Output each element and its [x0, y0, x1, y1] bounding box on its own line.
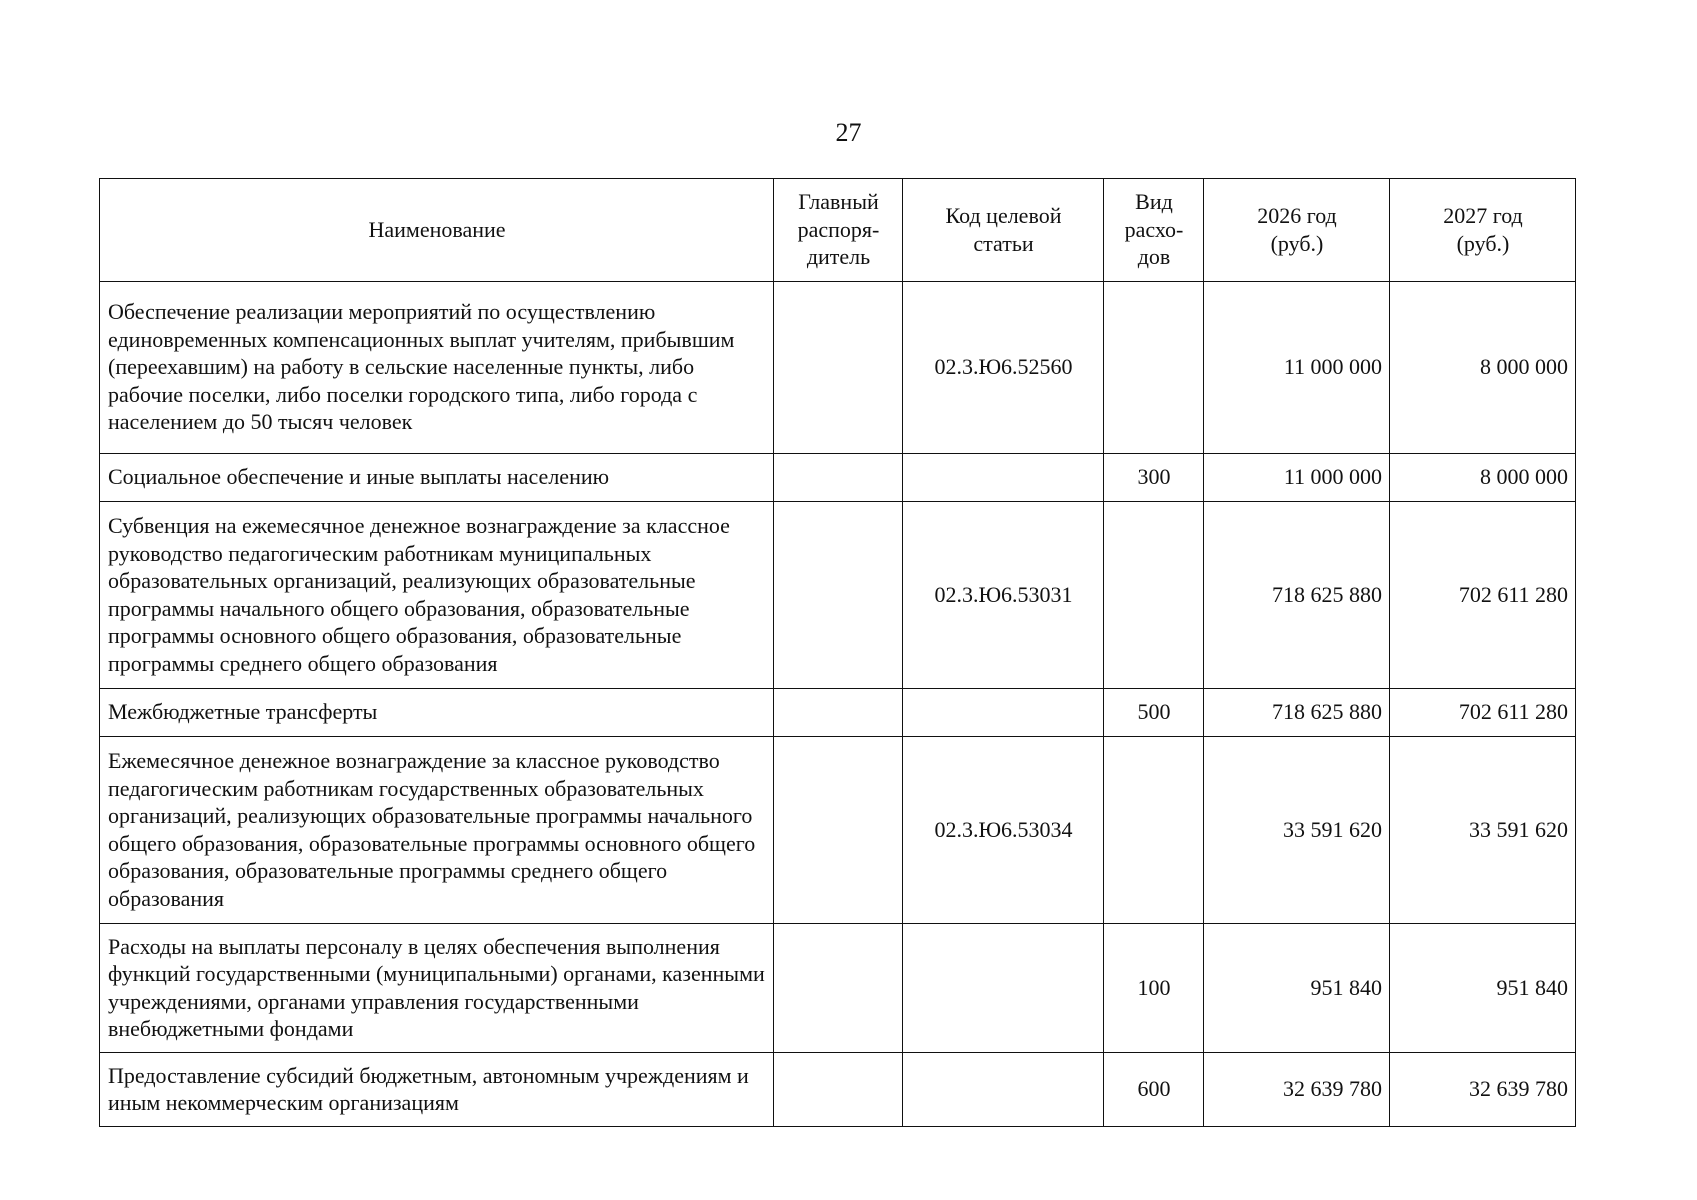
header-year-2026: 2026 год (руб.)	[1204, 179, 1390, 282]
table-row	[100, 454, 1576, 502]
row-target-code: 02.3.Ю6.53034	[903, 737, 1104, 924]
row-expense-type	[1104, 502, 1204, 689]
row-target-code	[903, 924, 1104, 1053]
header-name: Наименование	[100, 179, 774, 282]
row-expense-type: 300	[1104, 454, 1204, 502]
header-target-code: Код целевой статьи	[903, 179, 1104, 282]
row-target-code: 02.3.Ю6.53031	[903, 502, 1104, 689]
header-main-manager: Главный распоря- дитель	[774, 179, 903, 282]
row-main-manager	[774, 282, 903, 454]
budget-table	[99, 178, 1576, 1127]
table-row	[100, 1053, 1576, 1127]
table-row	[100, 282, 1576, 454]
row-main-manager	[774, 737, 903, 924]
row-target-code: 02.3.Ю6.52560	[903, 282, 1104, 454]
table-header-row	[100, 179, 1576, 282]
row-year-2027: 32 639 780	[1390, 1053, 1576, 1127]
header-year-2027: 2027 год (руб.)	[1390, 179, 1576, 282]
row-main-manager	[774, 454, 903, 502]
row-name: Ежемесячное денежное вознаграждение за классное руководство педагогическим работникам государственных образовательных организаций, реализующих образовательные программы начального общего образования, образовательные программы основного общего образования, образовательные программы среднего общего образования	[100, 737, 774, 924]
row-year-2026: 32 639 780	[1204, 1053, 1390, 1127]
row-name: Обеспечение реализации мероприятий по осуществлению единовременных компенсационных выплат учителям, прибывшим (переехавшим) на работу в сельские населенные пункты, либо рабочие поселки, либо поселки городского типа, либо города с населением до 50 тысяч человек	[100, 282, 774, 454]
row-year-2026: 718 625 880	[1204, 689, 1390, 737]
row-year-2027: 8 000 000	[1390, 282, 1576, 454]
row-name: Предоставление субсидий бюджетным, автономным учреждениям и иным некоммерческим организациям	[100, 1053, 774, 1127]
row-main-manager	[774, 502, 903, 689]
row-year-2026: 33 591 620	[1204, 737, 1390, 924]
row-target-code	[903, 1053, 1104, 1127]
row-year-2026: 718 625 880	[1204, 502, 1390, 689]
row-main-manager	[774, 689, 903, 737]
row-expense-type: 600	[1104, 1053, 1204, 1127]
page-number: 27	[835, 118, 862, 147]
row-year-2027: 951 840	[1390, 924, 1576, 1053]
row-expense-type	[1104, 737, 1204, 924]
row-target-code	[903, 689, 1104, 737]
row-name: Межбюджетные трансферты	[100, 689, 774, 737]
header-expense-type: Вид расхо- дов	[1104, 179, 1204, 282]
row-year-2027: 33 591 620	[1390, 737, 1576, 924]
row-main-manager	[774, 1053, 903, 1127]
row-name: Расходы на выплаты персоналу в целях обеспечения выполнения функций государственными (муниципальными) органами, казенными учреждениями, органами управления государственными внебюджетными фондами	[100, 924, 774, 1053]
row-target-code	[903, 454, 1104, 502]
row-year-2027: 702 611 280	[1390, 502, 1576, 689]
row-year-2026: 11 000 000	[1204, 454, 1390, 502]
row-expense-type: 500	[1104, 689, 1204, 737]
table-row	[100, 502, 1576, 689]
row-name: Субвенция на ежемесячное денежное вознаграждение за классное руководство педагогическим работникам муниципальных образовательных организаций, реализующих образовательные программы начального общего образования, образовательные программы основного общего образования, образовательные программы среднего общего образования	[100, 502, 774, 689]
row-expense-type	[1104, 282, 1204, 454]
row-year-2027: 702 611 280	[1390, 689, 1576, 737]
table-row	[100, 689, 1576, 737]
row-year-2027: 8 000 000	[1390, 454, 1576, 502]
table-row	[100, 737, 1576, 924]
table-row	[100, 924, 1576, 1053]
row-expense-type: 100	[1104, 924, 1204, 1053]
row-year-2026: 11 000 000	[1204, 282, 1390, 454]
row-main-manager	[774, 924, 903, 1053]
row-name: Социальное обеспечение и иные выплаты населению	[100, 454, 774, 502]
row-year-2026: 951 840	[1204, 924, 1390, 1053]
